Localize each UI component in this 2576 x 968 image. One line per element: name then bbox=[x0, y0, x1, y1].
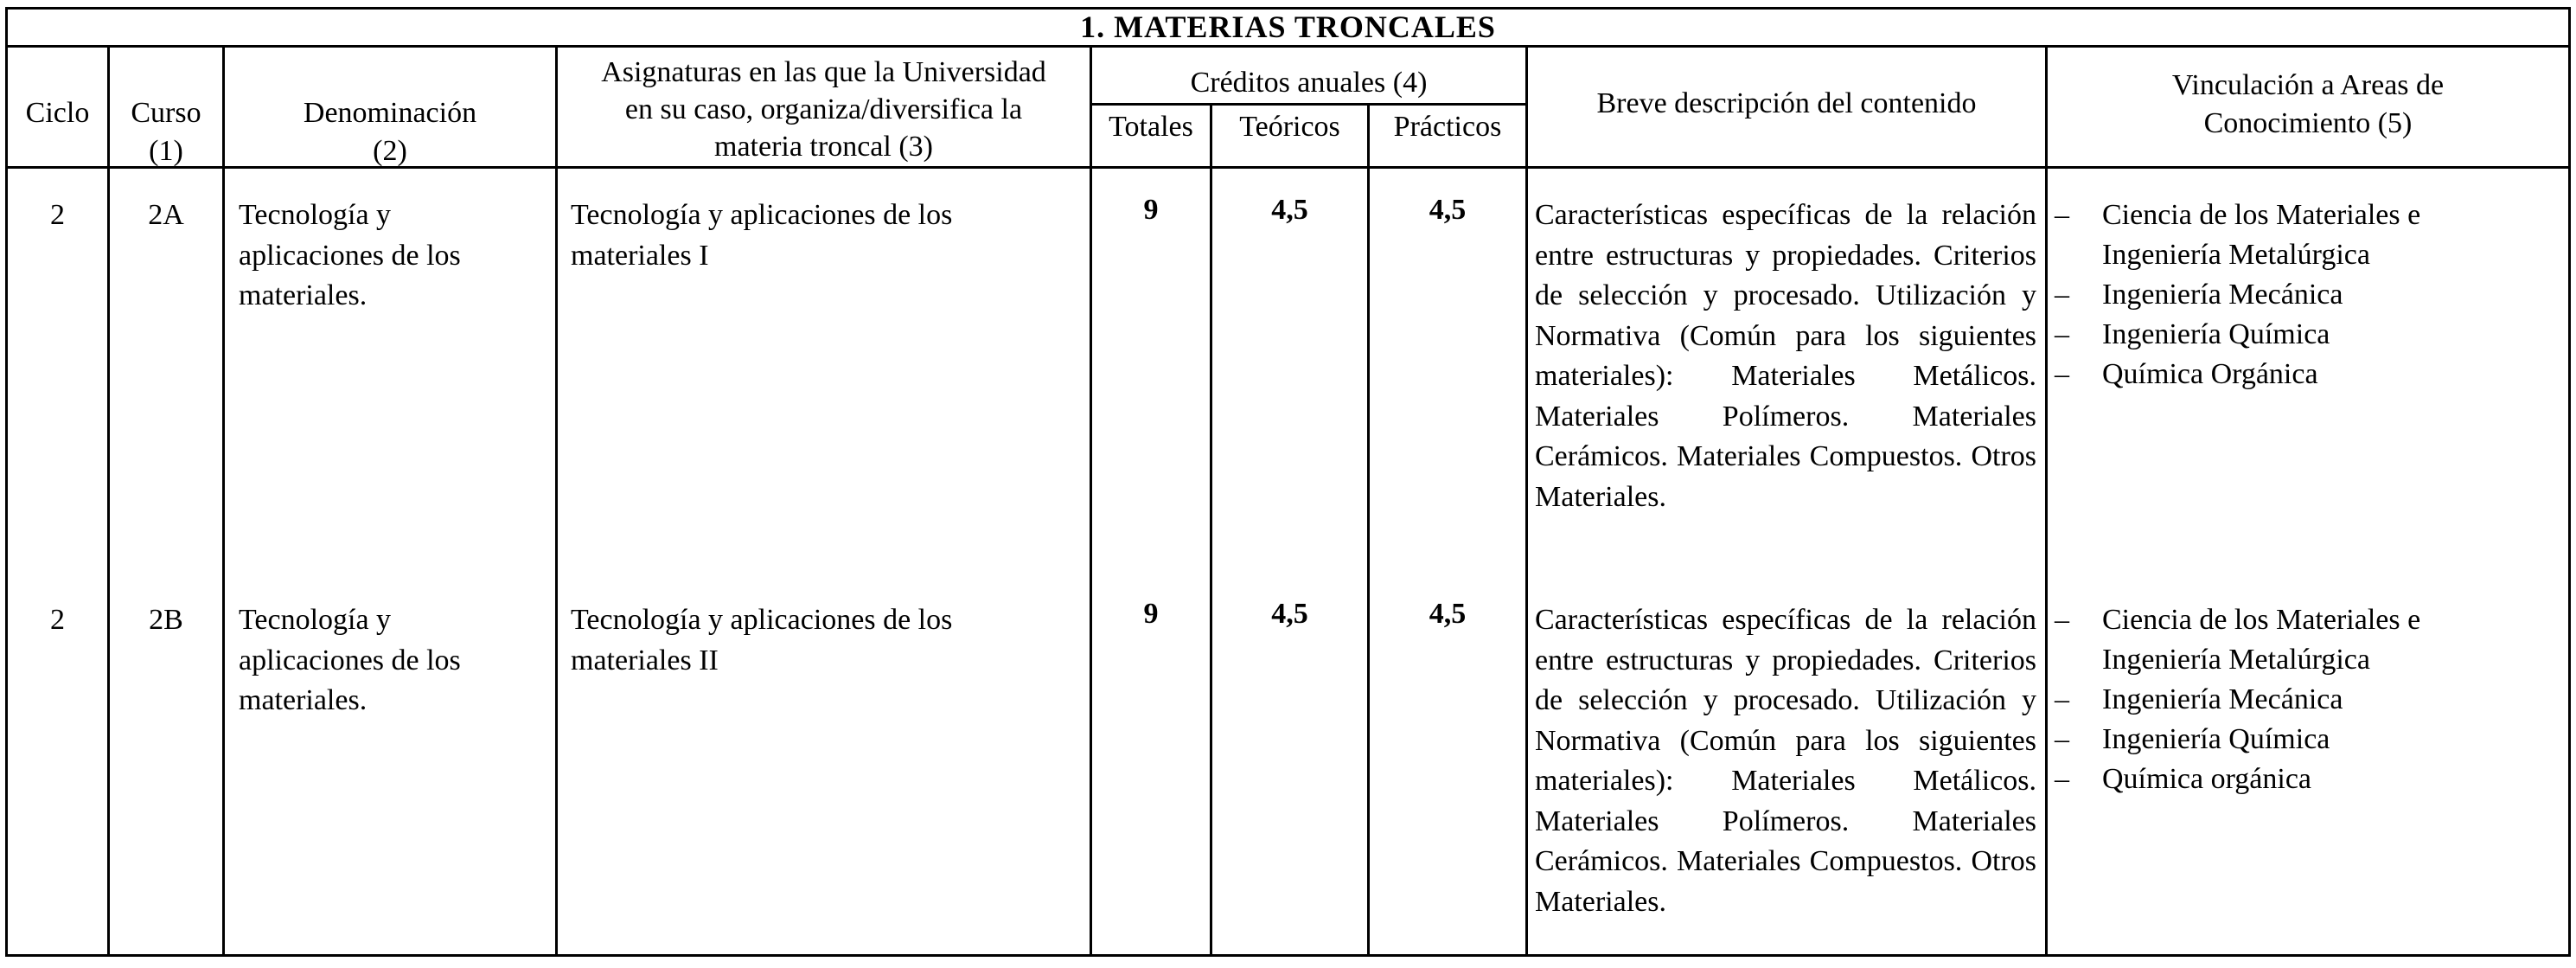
row1-area-item: – Química Orgánica bbox=[2055, 355, 2556, 394]
row1-descripcion: Características específicas de la relación entre estructuras y propiedades. Criterios de selección y procesado. Utilización y Normativa (Común para los siguientes materiales): Materiales Metálicos. Materiales Polímeros. Materiales Cerámicos. Materiales Compuestos. Otros Materiales. bbox=[1535, 199, 2036, 513]
header-creditos: Créditos anuales (4) bbox=[1190, 67, 1428, 99]
col-divider-practicos bbox=[1525, 45, 1528, 957]
row1-denominacion: Tecnología y aplicaciones de los materiales. bbox=[239, 199, 461, 311]
table-bottom-border bbox=[5, 954, 2571, 957]
header-descripcion: Breve descripción del contenido bbox=[1596, 87, 1977, 119]
col-divider-descripcion bbox=[2045, 45, 2048, 957]
right-border bbox=[2568, 7, 2571, 957]
row1-curso: 2A bbox=[148, 199, 184, 231]
col-divider-totales bbox=[1210, 103, 1212, 957]
creditos-divider bbox=[1090, 103, 1525, 106]
row1-ciclo: 2 bbox=[50, 199, 65, 231]
col-divider-asignaturas bbox=[1090, 45, 1092, 957]
row1-areas-list bbox=[2055, 196, 2556, 394]
row2-ciclo: 2 bbox=[50, 604, 65, 636]
row2-descripcion: Características específicas de la relación entre estructuras y propiedades. Criterios de selección y procesado. Utilización y Normativa (Común para los siguientes materiales): Materiales Metálicos. Materiales Polímeros. Materiales Cerámicos. Materiales Compuestos. Otros Materiales. bbox=[1535, 604, 2036, 918]
col-divider-denominacion bbox=[555, 45, 558, 957]
row1-totales: 9 bbox=[1143, 194, 1159, 226]
header-asignaturas-line1: Asignaturas en las que la Universidad bbox=[601, 56, 1046, 88]
row2-totales: 9 bbox=[1143, 598, 1159, 630]
row2-area-item: – Ingeniería Mecánica bbox=[2055, 680, 2556, 720]
header-asignaturas-line3: materia troncal (3) bbox=[714, 131, 933, 163]
header-practicos: Prácticos bbox=[1393, 111, 1502, 143]
row2-asignatura: Tecnología y aplicaciones de los materiales II bbox=[571, 604, 953, 676]
header-ciclo: Ciclo bbox=[25, 97, 90, 129]
header-curso-note: (1) bbox=[149, 135, 183, 167]
row2-area-item: – Ciencia de los Materiales e Ingeniería Metalúrgica bbox=[2055, 600, 2556, 680]
header-vinculacion-line2: Conocimiento (5) bbox=[2203, 107, 2413, 139]
header-asignaturas-line2: en su caso, organiza/diversifica la bbox=[624, 93, 1023, 125]
row1-area-item: – Ingeniería Mecánica bbox=[2055, 275, 2556, 315]
header-denominacion: Denominación bbox=[303, 97, 477, 129]
header-totales: Totales bbox=[1109, 111, 1193, 143]
header-denominacion-note: (2) bbox=[373, 135, 407, 167]
row2-denominacion: Tecnología y aplicaciones de los materiales. bbox=[239, 604, 461, 716]
row2-area-item: – Química orgánica bbox=[2055, 760, 2556, 799]
row1-area-item: – Ciencia de los Materiales e Ingeniería Metalúrgica bbox=[2055, 196, 2556, 275]
row1-teoricos: 4,5 bbox=[1271, 194, 1308, 226]
header-teoricos: Teóricos bbox=[1239, 111, 1340, 143]
row2-practicos: 4,5 bbox=[1429, 598, 1467, 630]
col-divider-ciclo bbox=[107, 45, 110, 957]
col-divider-curso bbox=[222, 45, 225, 957]
row1-practicos: 4,5 bbox=[1429, 194, 1467, 226]
row1-asignatura: Tecnología y aplicaciones de los materiales I bbox=[571, 199, 953, 272]
row2-curso: 2B bbox=[149, 604, 183, 636]
row1-area-item: – Ingeniería Química bbox=[2055, 315, 2556, 355]
header-vinculacion-line1: Vinculación a Areas de bbox=[2171, 69, 2445, 101]
row2-teoricos: 4,5 bbox=[1271, 598, 1308, 630]
col-divider-teoricos bbox=[1367, 103, 1370, 957]
row2-areas-list bbox=[2055, 600, 2556, 799]
header-curso: Curso bbox=[131, 97, 201, 129]
section-title: 1. MATERIAS TRONCALES bbox=[1080, 10, 1496, 44]
left-border bbox=[5, 7, 8, 957]
row2-area-item: – Ingeniería Química bbox=[2055, 720, 2556, 760]
